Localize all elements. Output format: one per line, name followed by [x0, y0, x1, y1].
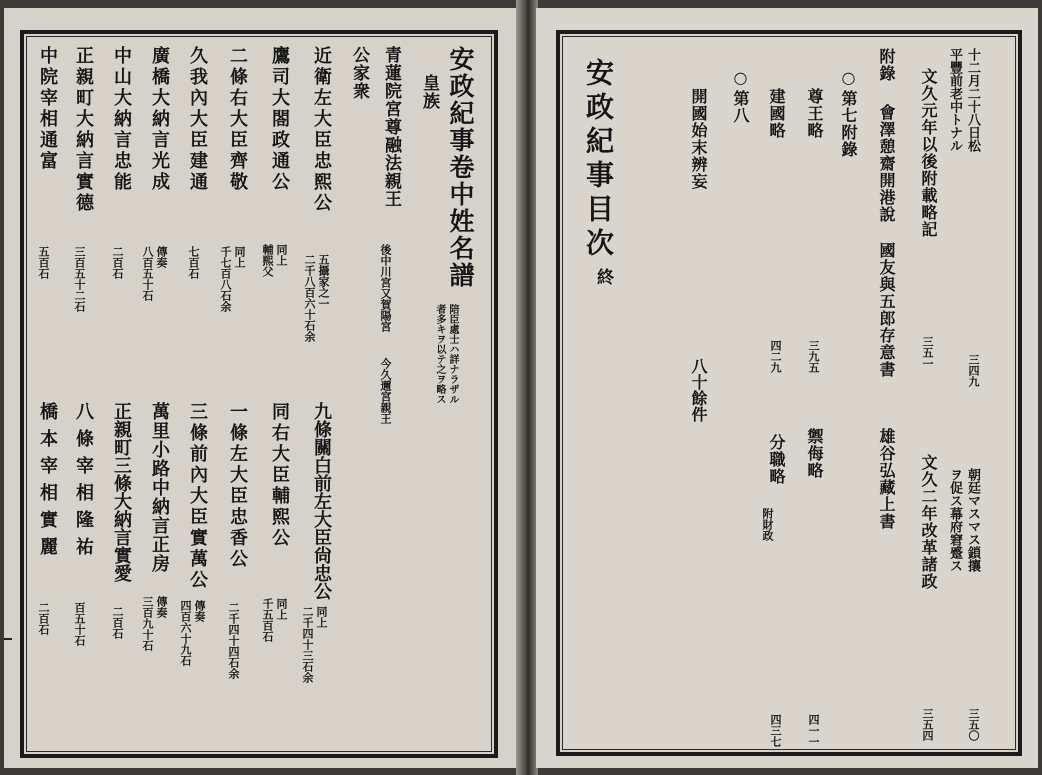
person-stipend: 二千八百六十石余: [303, 254, 316, 342]
person-name: 三條前內大臣實萬公: [187, 402, 208, 591]
person-stipend: 千五百石: [261, 598, 274, 642]
person-stipend: 二百石: [37, 602, 50, 635]
left-page-title: 安政紀事卷中姓名譜: [446, 46, 475, 289]
section-kuge-label: 公家衆: [349, 46, 369, 100]
toc-page-number: 三五一: [921, 336, 934, 369]
toc-item: 建國略: [767, 88, 786, 139]
toc-item: 平豐前老中トナル: [947, 48, 962, 152]
toc-item: 文久元年以後附載略記: [919, 68, 938, 238]
person-name: 廣橋大納言光成: [149, 46, 170, 193]
right-page: [536, 8, 1038, 768]
appendix-label: 附錄: [877, 48, 896, 82]
appendix-bottom: 雄谷弘藏上書: [877, 428, 896, 530]
circle-mark: ○: [731, 68, 750, 88]
person-name: 同右大臣輔熙公: [269, 402, 290, 549]
person-stipend: 三百九十石: [141, 596, 154, 651]
toc-item: 開國始末辨妄: [689, 88, 708, 190]
appendix-title: 會澤憩齋開港說: [877, 104, 896, 223]
margin-mark: [4, 638, 12, 640]
right-page-title: 安政紀事目次: [582, 58, 615, 262]
left-page: [4, 8, 518, 768]
toc-page-number: 三五〇: [967, 708, 980, 741]
title-note-1: 陪臣處士ハ詳ナラザル: [447, 304, 458, 404]
person-stipend: 百五十石: [73, 602, 86, 646]
toc-note: 附財政: [761, 508, 774, 541]
toc-item: 禦侮略: [805, 428, 824, 479]
person-note: 傳奏: [155, 246, 168, 268]
toc-item: ヲ促ス幕府窘蹙ス: [947, 468, 962, 572]
person-note: 同上: [275, 598, 288, 620]
title-note-2: 者多キヲ以テ之ヲ略ス: [434, 304, 445, 404]
person-note: 同上: [275, 244, 288, 266]
person-stipend: 三百五十二石: [73, 246, 86, 312]
person-name: 中山大納言忠能: [111, 46, 132, 193]
person-stipend: 四百六十九石: [179, 600, 192, 666]
right-page-frame: [556, 30, 1022, 756]
person-stipend: 五百石: [37, 246, 50, 279]
end-mark: 終: [593, 268, 613, 286]
prince-note-1: 後中川宮又賀陽宮: [379, 244, 392, 332]
section-8-label: 第八: [731, 90, 750, 124]
person-stipend: 八百五十石: [141, 246, 154, 301]
person-name: 正親町三條大納言實愛: [111, 402, 132, 582]
toc-count: 八十餘件: [689, 358, 708, 422]
person-name: 一條左大臣忠香公: [227, 402, 248, 570]
person-name: 鷹司大閤政通公: [269, 46, 290, 193]
person-stipend: 二百石: [111, 606, 124, 639]
toc-page-number: 四一一: [807, 714, 820, 747]
appendix-title-2: 國友與五郎存意書: [877, 242, 896, 378]
toc-item: 朝廷マスマス鎖攘: [965, 468, 980, 572]
person-note: 同上: [315, 606, 328, 628]
toc-page-number: 四三七: [769, 714, 782, 747]
person-name: 橋本宰相實麗: [37, 402, 58, 564]
toc-page-number: 四二九: [769, 340, 782, 373]
person-stipend: 千七百八石余: [219, 246, 232, 312]
person-name: 久我內大臣建通: [187, 46, 208, 193]
person-note: 五攝家之一: [317, 254, 330, 309]
person-note: 同上: [233, 246, 246, 268]
prince-name: 青蓮院宮尊融法親王: [381, 46, 401, 208]
toc-item: 分職略: [767, 434, 786, 485]
person-stipend: 二千四十三石余: [301, 606, 314, 683]
person-name: 八條宰相隆祐: [73, 402, 94, 564]
toc-item: 十二月二十八日松: [965, 48, 980, 152]
book-gutter: [516, 0, 538, 775]
person-name: 萬里小路中納言正房: [149, 402, 170, 573]
person-stipend: 七百石: [187, 246, 200, 279]
section-imperial-label: 皇族: [419, 74, 439, 110]
section-7-label: 第七附錄: [839, 90, 858, 158]
person-name: 近衛左大臣忠熙公: [311, 46, 332, 214]
toc-item: 尊王略: [805, 88, 824, 139]
toc-page-number: 三四九: [967, 354, 980, 387]
prince-note-2: 今久邇宮親王: [379, 358, 392, 424]
toc-page-number: 三九五: [807, 340, 820, 373]
person-name: 二條右大臣齊敬: [227, 46, 248, 193]
person-stipend: 二千四十四石余: [227, 602, 240, 679]
person-name: 中院宰相通富: [37, 46, 58, 172]
person-note: 傳奏: [193, 600, 206, 622]
person-name: 九條關白前左大臣尙忠公: [311, 402, 332, 600]
toc-page-number: 三五四: [921, 708, 934, 741]
left-page-frame: [20, 30, 498, 758]
person-stipend: 二百石: [111, 246, 124, 279]
person-stipend: 輔熙父: [261, 244, 274, 277]
person-name: 正親町大納言實德: [73, 46, 94, 214]
toc-item: 文久二年改革諸政: [919, 454, 938, 590]
circle-mark: ○: [839, 68, 858, 88]
person-note: 傳奏: [155, 596, 168, 618]
